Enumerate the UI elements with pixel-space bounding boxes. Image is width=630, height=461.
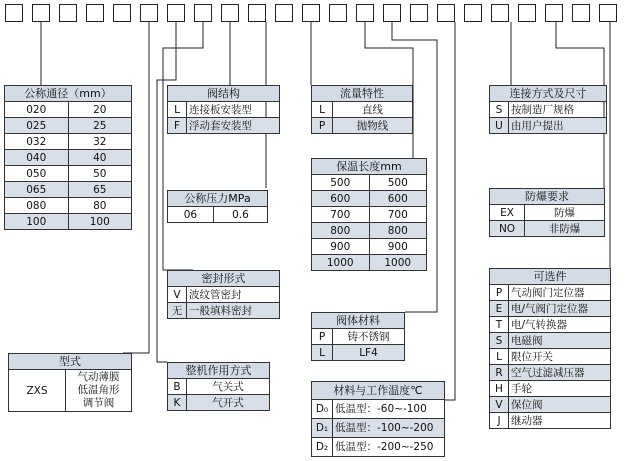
cell: 防爆 (525, 205, 605, 221)
cell: U (490, 118, 509, 134)
cell: 空气过滤减压器 (509, 365, 611, 381)
cell: 电磁阀 (509, 333, 611, 349)
cell: 50 (68, 166, 132, 182)
model-description (66, 370, 132, 412)
table-insulation-length (311, 158, 427, 271)
cell: 1000 (369, 255, 427, 271)
cell: 900 (369, 239, 427, 255)
table-title: 连接方式及尺寸 (490, 86, 607, 102)
cell: D₀ (312, 400, 333, 419)
table-title: 型式 (9, 354, 132, 370)
table-title: 公称通径（mm） (5, 86, 132, 102)
model-desc-line: 气动薄膜 (77, 371, 120, 383)
cell: 065 (5, 182, 69, 198)
cell: 600 (312, 191, 370, 207)
cell: 40 (68, 150, 132, 166)
table-nominal-pressure (167, 190, 268, 223)
cell: 900 (312, 239, 370, 255)
table-connection (489, 85, 607, 134)
table-flow-characteristic (311, 85, 413, 134)
cell: 700 (312, 207, 370, 223)
cell: S (490, 102, 509, 118)
cell: F (168, 118, 187, 134)
cell: NO (490, 221, 525, 237)
cell: 800 (312, 223, 370, 239)
table-title: 整机作用方式 (168, 363, 270, 379)
cell: 电/气阀门定位器 (509, 301, 611, 317)
cell: 无 (168, 303, 187, 319)
cell: 电/气转换器 (509, 317, 611, 333)
cell: 700 (369, 207, 427, 223)
cell: P (312, 118, 333, 134)
cell: 06 (168, 207, 214, 223)
cell: 0.6 (213, 207, 267, 223)
cell: 波纹管密封 (187, 287, 280, 303)
cell: EX (490, 205, 525, 221)
table-action-mode (167, 362, 270, 411)
cell: 500 (369, 175, 427, 191)
table-valve-structure (167, 85, 280, 134)
cell: 保位阀 (509, 397, 611, 413)
table-model-type (8, 353, 132, 412)
cell: 65 (68, 182, 132, 198)
cell: 按制造厂规格 (509, 102, 607, 118)
table-title: 防爆要求 (490, 189, 605, 205)
table-title: 保温长度mm (312, 159, 427, 175)
cell: 手轮 (509, 381, 611, 397)
cell: 低温型：-200~-250 (333, 438, 445, 457)
cell: L (312, 345, 333, 361)
table-title: 可选件 (490, 269, 611, 285)
cell: 气关式 (187, 379, 270, 395)
cell: 浮动套安装型 (187, 118, 280, 134)
table-title: 材料与工作温度℃ (312, 382, 445, 400)
cell: V (168, 287, 187, 303)
cell: L (490, 349, 509, 365)
cell: 非防爆 (525, 221, 605, 237)
cell: 低温型：-60~-100 (333, 400, 445, 419)
cell: 一般填料密封 (187, 303, 280, 319)
cell: 040 (5, 150, 69, 166)
cell: T (490, 317, 509, 333)
cell: 抛物线 (333, 118, 413, 134)
table-title: 密封形式 (168, 271, 280, 287)
cell: B (168, 379, 187, 395)
table-title: 公称压力MPa (168, 191, 268, 207)
cell: 直线 (333, 102, 413, 118)
cell: V (490, 397, 509, 413)
cell: P (490, 285, 509, 301)
cell: H (490, 381, 509, 397)
model-desc-line: 调节阀 (82, 397, 115, 409)
cell: K (168, 395, 187, 411)
cell: 限位开关 (509, 349, 611, 365)
cell: LF4 (333, 345, 405, 361)
table-material-temperature (311, 381, 445, 457)
model-desc-line: 低温角形 (77, 384, 120, 396)
cell: J (490, 413, 509, 429)
cell: P (312, 329, 333, 345)
cell: 气动阀门定位器 (509, 285, 611, 301)
table-title: 阀体材料 (312, 313, 405, 329)
cell: 032 (5, 134, 69, 150)
cell: L (312, 102, 333, 118)
table-seal-type (167, 270, 280, 319)
table-options (489, 268, 611, 429)
cell: 100 (68, 214, 132, 230)
cell: 气开式 (187, 395, 270, 411)
cell: 600 (369, 191, 427, 207)
cell: 80 (68, 198, 132, 214)
cell: 由用户提出 (509, 118, 607, 134)
cell: 继动器 (509, 413, 611, 429)
cell: 025 (5, 118, 69, 134)
cell: 32 (68, 134, 132, 150)
cell: D₂ (312, 438, 333, 457)
cell: 低温型：-100~-200 (333, 419, 445, 438)
table-body-material (311, 312, 405, 361)
cell: 100 (5, 214, 69, 230)
connector-temp (445, 22, 455, 400)
connector-seal (163, 22, 203, 270)
cell: 连接板安装型 (187, 102, 280, 118)
cell: 050 (5, 166, 69, 182)
cell: 800 (369, 223, 427, 239)
cell: 20 (68, 102, 132, 118)
table-explosion-proof (489, 188, 605, 237)
cell: L (168, 102, 187, 118)
cell: D₁ (312, 419, 333, 438)
cell: 25 (68, 118, 132, 134)
table-nominal-diameter (4, 85, 132, 230)
cell: 020 (5, 102, 69, 118)
cell: E (490, 301, 509, 317)
cell: 1000 (312, 255, 370, 271)
cell: 铸不锈钢 (333, 329, 405, 345)
table-title: 流量特性 (312, 86, 413, 102)
model-code: ZXS (9, 370, 66, 412)
cell: 500 (312, 175, 370, 191)
table-title: 阀结构 (168, 86, 280, 102)
cell: 080 (5, 198, 69, 214)
cell: S (490, 333, 509, 349)
cell: R (490, 365, 509, 381)
